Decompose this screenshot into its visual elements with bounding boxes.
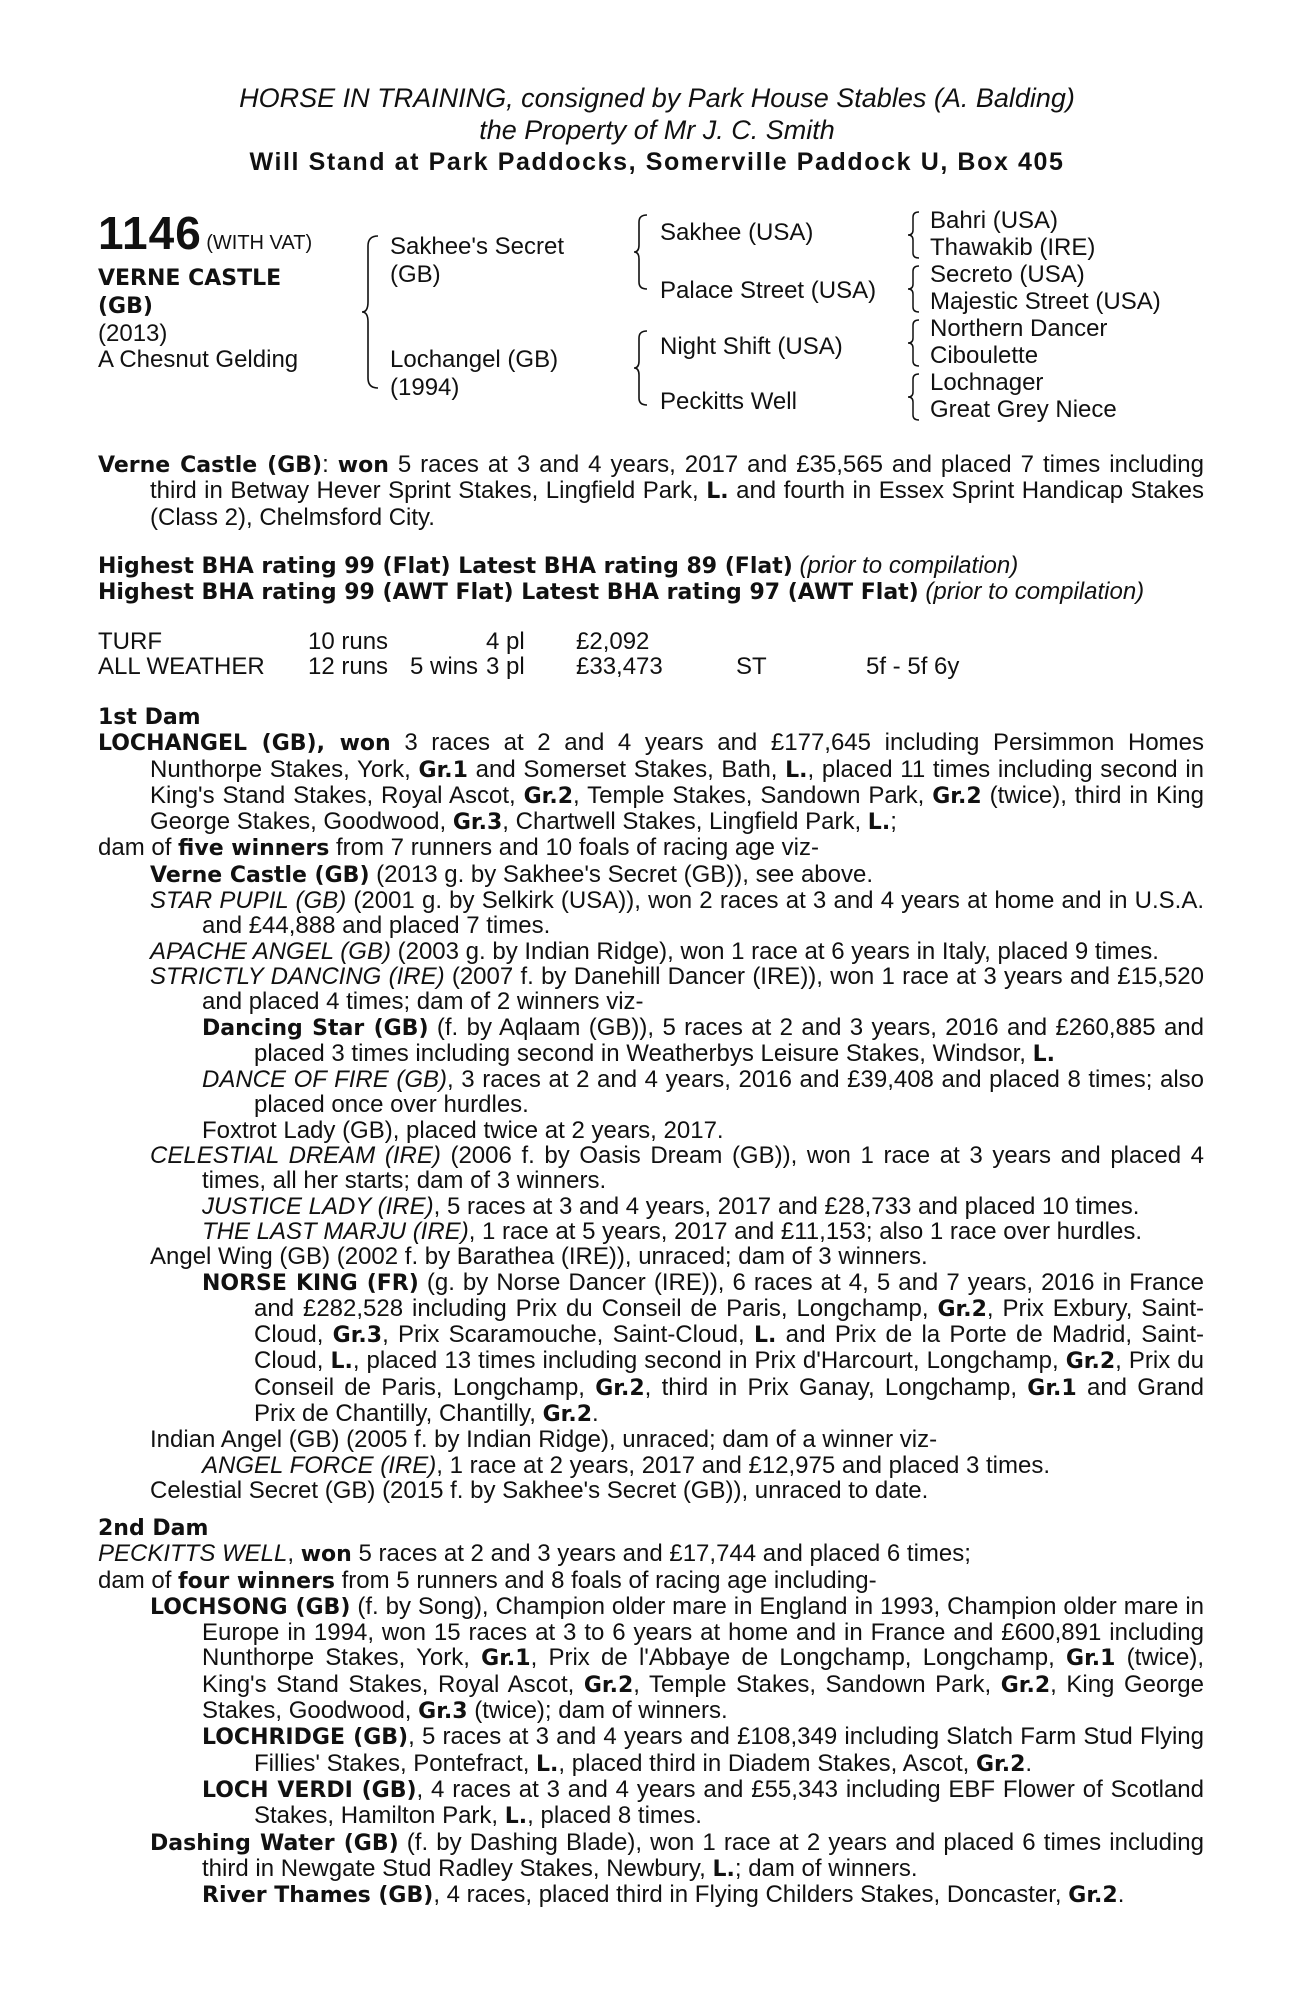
grand-progeny-entry: DANCE OF FIRE (GB), 3 races at 2 and 4 years, 2016 and £39,408 and placed 8 times; also placed once over hurdles.: [202, 1066, 1204, 1119]
ggp-6: Ciboulette: [930, 342, 1039, 369]
ggp-brace-3: [906, 317, 922, 369]
lot-number-value: 1146: [98, 207, 202, 259]
ggp-7: Lochnager: [930, 369, 1044, 396]
sire-origin: (GB): [390, 261, 441, 288]
grand-progeny-entry: THE LAST MARJU (IRE), 1 race at 5 years, 2017 and £11,153; also 1 race over hurdles.: [202, 1217, 1142, 1245]
ggp-brace-2: [906, 263, 922, 315]
progeny-entry: STAR PUPIL (GB) (2001 g. by Selkirk (USA)), won 2 races at 3 and 4 years at home and in U.S.A. and £44,888 and placed 7 times.: [150, 887, 1204, 940]
ggp-1: Bahri (USA): [930, 207, 1059, 234]
progeny-entry: LOCHSONG (GB) (f. by Song), Champion older mare in England in 1993, Champion older mare in Europe in 1994, won 15 races at 3 to 6 years at home and in France and £600,891 including Nunthorpe Stakes, York, Gr.1, Prix de l'Abbaye de Longchamp, Longchamp, Gr.1 (twice), King's Stand Stakes, Royal Ascot, Gr.2, Temple Stakes, Sandown Park, Gr.2, King George Stakes, Goodwood, Gr.3 (twice); dam of winners.: [150, 1592, 1205, 1725]
dam-of-line: dam of five winners from 7 runners and 10 foals of racing age viz-: [98, 834, 819, 862]
sire-dam-brace: [360, 232, 382, 392]
dam-line-brace: [632, 328, 650, 408]
ggp-8: Great Grey Niece: [930, 396, 1117, 423]
sire-sire: Sakhee (USA): [660, 219, 814, 246]
first-dam-section: [98, 704, 1204, 1503]
ggp-brace-4: [906, 371, 922, 423]
grand-progeny-entry: ANGEL FORCE (IRE), 1 race at 2 years, 2017 and £12,975 and placed 3 times.: [202, 1451, 1051, 1479]
sire-dam: Palace Street (USA): [660, 277, 877, 304]
progeny-entry: Verne Castle (GB) (2013 g. by Sakhee's Secret (GB)), see above.: [150, 860, 874, 888]
dam-of-line: dam of four winners from 5 runners and 8 foals of racing age including-: [98, 1566, 877, 1594]
grand-progeny-entry: LOCH VERDI (GB), 4 races at 3 and 4 years and £55,343 including EBF Flower of Scotland Stakes, Hamilton Park, L., placed 8 times.: [202, 1775, 1204, 1830]
sire-line-brace: [632, 212, 650, 292]
second-dam-section: [98, 1515, 1204, 1908]
summary-paragraph: Verne Castle (GB): won 5 races at 3 and 4 years, 2017 and £35,565 and placed 7 times including third in Betway Hever Sprint Stakes, Lingfield Park, L. and fourth in Essex Sprint Handicap Stakes (Class 2), Chelmsford City.: [98, 451, 1204, 531]
progeny-entry: CELESTIAL DREAM (IRE) (2006 f. by Oasis Dream (GB)), won 1 race at 3 years and placed 4 times, all her starts; dam of 3 winners.: [150, 1142, 1204, 1195]
dam: Lochangel (GB): [390, 346, 559, 373]
progeny-entry: APACHE ANGEL (GB) (2003 g. by Indian Ridge), won 1 race at 6 years in Italy, placed 9 times.: [150, 937, 1159, 965]
ggp-brace-1: [906, 209, 922, 261]
lot-number: [98, 206, 312, 260]
horse-description: A Chesnut Gelding: [98, 346, 299, 373]
horse-origin: (GB): [98, 294, 153, 319]
progeny-entry: STRICTLY DANCING (IRE) (2007 f. by Danehill Dancer (IRE)), won 1 race at 3 years and £15,520 and placed 4 times; dam of 2 winners viz-: [150, 962, 1204, 1016]
summary-section: [98, 452, 1204, 530]
grand-progeny-entry: JUSTICE LADY (IRE), 5 races at 3 and 4 years, 2017 and £28,733 and placed 10 times.: [202, 1192, 1140, 1220]
vat-label: (WITH VAT): [206, 232, 313, 254]
horse-name: VERNE CASTLE: [98, 266, 282, 291]
form-row-all-weather: ALL WEATHER 12 runs 5 wins 3 pl £33,473 ST 5f - 5f 6y: [98, 653, 960, 681]
grand-progeny-entry: NORSE KING (FR) (g. by Norse Dancer (IRE)), 6 races at 4, 5 and 7 years, 2016 in France and £282,528 including Prix du Conseil de Paris, Longchamp, Gr.2, Prix Exbury, Saint-Cloud, Gr.3, Prix Scaramouche, Saint-Cloud, L. and Prix de la Porte de Madrid, Saint-Cloud, L., placed 13 times including second in Prix d'Harcourt, Longchamp, Gr.2, Prix du Conseil de Paris, Longchamp, Gr.2, third in Prix Ganay, Longchamp, Gr.1 and Grand Prix de Chantilly, Chantilly, Gr.2.: [202, 1268, 1205, 1428]
grand-progeny-entry: LOCHRIDGE (GB), 5 races at 3 and 4 years and £108,349 including Slatch Farm Stud Flying Fillies' Stakes, Pontefract, L., placed third in Diadem Stakes, Ascot, Gr.2.: [202, 1723, 1204, 1777]
sire: Sakhee's Secret: [390, 233, 565, 260]
ratings-section: [98, 553, 1204, 606]
section-heading: 2nd Dam: [98, 1516, 209, 1541]
rating-line-1: Highest BHA rating 99 (Flat) Latest BHA rating 89 (Flat) (prior to compilation): [98, 552, 1019, 579]
header-owner: the Property of Mr J. C. Smith: [479, 115, 835, 145]
dam-record: PECKITTS WELL, won 5 races at 2 and 3 years and £17,744 and placed 6 times;: [98, 1540, 971, 1568]
form-row-turf: TURF 10 runs 4 pl £2,092: [98, 628, 650, 655]
grand-progeny-entry: River Thames (GB), 4 races, placed third in Flying Childers Stakes, Doncaster, Gr.2.: [202, 1881, 1125, 1909]
ggp-2: Thawakib (IRE): [930, 234, 1096, 261]
dam-dam: Peckitts Well: [660, 388, 797, 415]
progeny-entry: Angel Wing (GB) (2002 f. by Barathea (IRE)), unraced; dam of 3 winners.: [150, 1243, 928, 1271]
section-heading: 1st Dam: [98, 705, 201, 730]
progeny-entry: Dashing Water (GB) (f. by Dashing Blade), won 1 race at 2 years and placed 6 times including third in Newgate Stud Radley Stakes, Newbury, L.; dam of winners.: [150, 1828, 1205, 1882]
grand-progeny-entry: Foxtrot Lady (GB), placed twice at 2 years, 2017.: [202, 1116, 724, 1144]
progeny-entry: Indian Angel (GB) (2005 f. by Indian Ridge), unraced; dam of a winner viz-: [150, 1426, 938, 1454]
progeny-entry: Celestial Secret (GB) (2015 f. by Sakhee's Secret (GB)), unraced to date.: [150, 1476, 929, 1504]
header-consignor: HORSE IN TRAINING, consigned by Park House Stables (A. Balding): [239, 83, 1075, 113]
dam-year: (1994): [390, 374, 460, 401]
form-table: [98, 629, 1204, 680]
dam-record: LOCHANGEL (GB), won 3 races at 2 and 4 years and £177,645 including Persimmon Homes Nunthorpe Stakes, York, Gr.1 and Somerset Stakes, Bath, L., placed 11 times including second in King's Stand Stakes, Royal Ascot, Gr.2, Temple Stakes, Sandown Park, Gr.2 (twice), third in King George Stakes, Goodwood, Gr.3, Chartwell Stakes, Lingfield Park, L.;: [98, 729, 1205, 836]
header-location: Will Stand at Park Paddocks, Somerville Paddock U, Box 405: [249, 148, 1065, 176]
rating-line-2: Highest BHA rating 99 (AWT Flat) Latest BHA rating 97 (AWT Flat) (prior to compilation): [98, 578, 1145, 606]
foaling-year: (2013): [98, 320, 168, 347]
ggp-3: Secreto (USA): [930, 261, 1085, 288]
grand-progeny-entry: Dancing Star (GB) (f. by Aqlaam (GB)), 5 races at 2 and 3 years, 2016 and £260,885 and placed 3 times including second in Weatherbys Leisure Stakes, Windsor, L.: [202, 1013, 1204, 1067]
dam-sire: Night Shift (USA): [660, 333, 843, 360]
ggp-4: Majestic Street (USA): [930, 288, 1161, 315]
ggp-5: Northern Dancer: [930, 315, 1108, 342]
